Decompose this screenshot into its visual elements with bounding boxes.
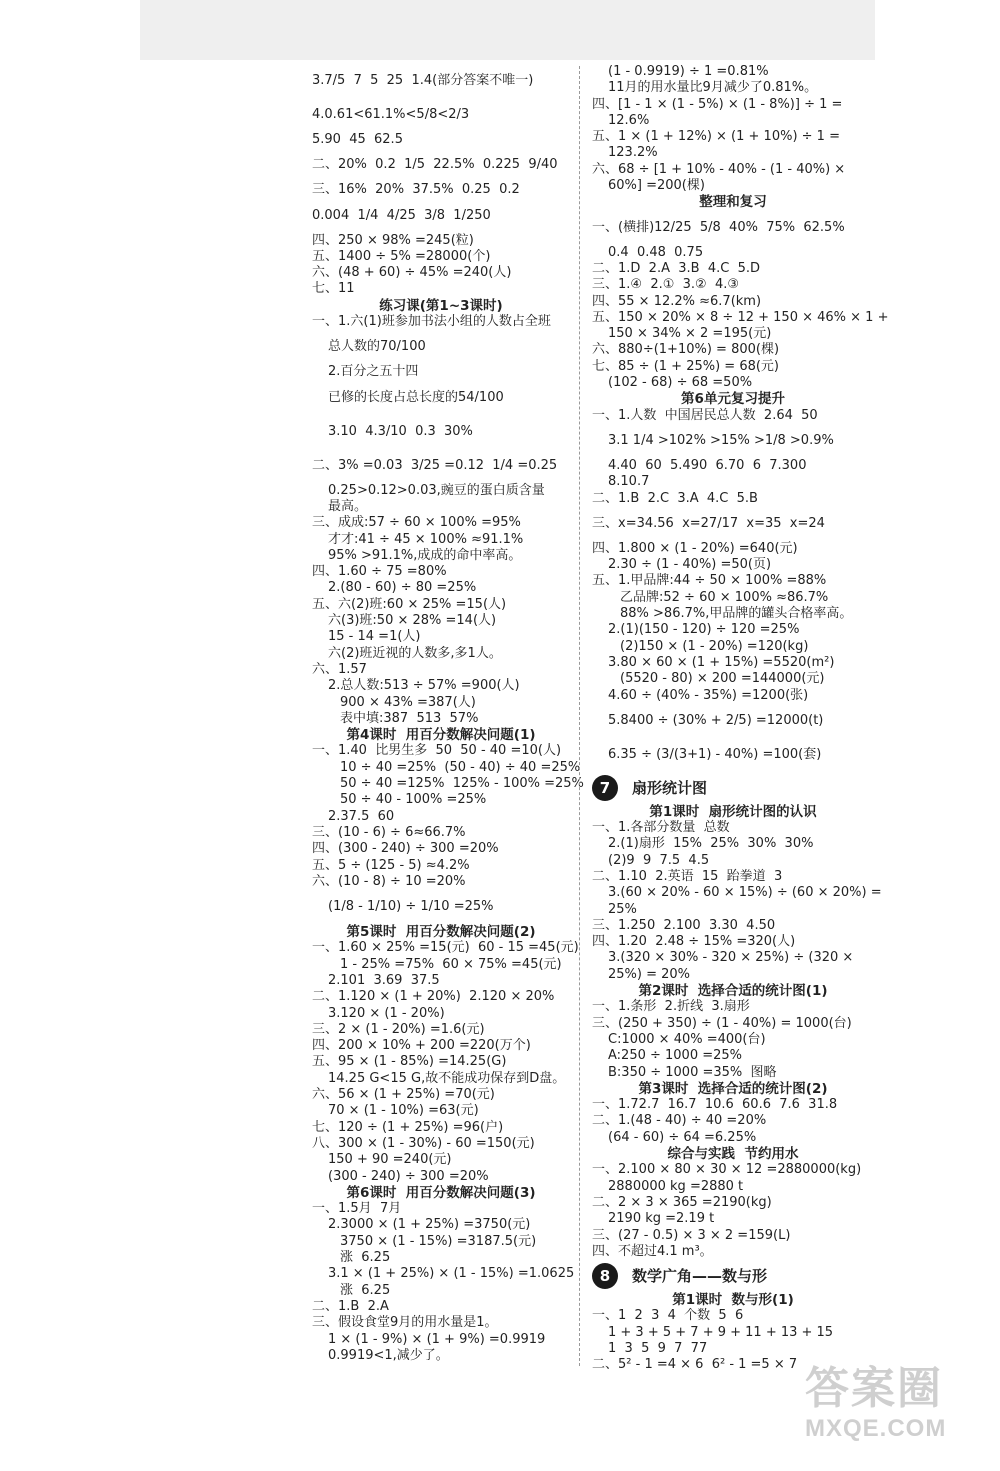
answer-line: 2.总人数:513 ÷ 57% =900(人) [328, 678, 520, 694]
unit-number-badge: 7 [592, 775, 618, 801]
answer-line: 2880000 kg =2880 t [608, 1178, 744, 1194]
answer-line: 900 × 43% =387(人) [340, 694, 476, 710]
answer-line: 3.7/5 7 5 25 1.4(部分答案不唯一) [312, 73, 534, 88]
answer-line: 三、假设食堂9月的用水量是1。 [312, 1315, 498, 1331]
answer-line: 总人数的70/100 [328, 339, 426, 355]
answer-line: 1 - 25% =75% 60 × 75% =45(元) [340, 956, 562, 972]
answer-line: (2)9 9 7.5 4.5 [608, 852, 710, 868]
answer-line: 25% [608, 901, 637, 917]
watermark-url: MXQE.COM [805, 1415, 947, 1442]
answer-line: 二、1.B 2.C 3.A 4.C 5.B [592, 490, 758, 506]
answer-line: 3.80 × 60 × (1 + 15%) =5520(m²) [608, 654, 835, 670]
answer-line: 12.6% [608, 112, 650, 128]
answer-line: 8.10.7 [608, 474, 650, 490]
answer-line: 涨 6.25 [340, 1282, 391, 1298]
unit-title: 数学广角——数与形 [632, 1266, 768, 1285]
answer-line: 10 ÷ 40 =25% (50 - 40) ÷ 40 =25% [340, 759, 581, 775]
answer-line: 二、5² - 1 =4 × 6 6² - 1 =5 × 7 [592, 1357, 798, 1373]
answer-line: 11月的用水量比9月减少了0.81%。 [608, 80, 818, 96]
section-heading: 第1课时 扇形统计图的认识 [649, 803, 817, 820]
answer-line: 3.1 × (1 + 25%) × (1 - 15%) =1.0625 [328, 1266, 575, 1282]
answer-line: 6.35 ÷ (3/(3+1) - 40%) =100(套) [608, 746, 822, 762]
answer-line: (300 - 240) ÷ 300 =20% [328, 1168, 489, 1184]
answer-line: 三、(10 - 6) ÷ 6≈66.7% [312, 824, 466, 840]
unit-title: 扇形统计图 [632, 778, 708, 797]
answer-line: 4.0.61<61.1%<5/8<2/3 [312, 107, 470, 122]
answer-line: 2.101 3.69 37.5 [328, 972, 440, 988]
section-heading: 整理和复习 [699, 194, 767, 211]
answer-line: 一、1.40 比男生多 50 50 - 40 =10(人) [312, 743, 562, 759]
watermark-logo-text: 答案圈 [805, 1363, 943, 1414]
answer-line: 四、1.60 ÷ 75 =80% [312, 564, 447, 580]
answer-line: 四、55 × 12.2% ≈6.7(km) [592, 293, 762, 309]
answer-line: 2190 kg =2.19 t [608, 1211, 715, 1227]
answer-line: 五、1.甲品牌:44 ÷ 50 × 100% =88% [592, 573, 827, 589]
answer-line: 0.25>0.12>0.03,豌豆的蛋白质含量 [328, 482, 545, 498]
answer-line: 2.3000 × (1 + 25%) =3750(元) [328, 1217, 531, 1233]
answer-line: 三、1.④ 2.① 3.② 4.③ [592, 277, 740, 293]
answer-line: 二、20% 0.2 1/5 22.5% 0.225 9/40 [312, 157, 558, 173]
answer-line: 二、3% =0.03 3/25 =0.12 1/4 =0.25 [312, 457, 558, 473]
answer-line: 60%] =200(棵) [608, 178, 705, 194]
answer-line: 二、1.B 2.A [312, 1298, 389, 1314]
answer-line: 五、1400 ÷ 5% =28000(个) [312, 248, 491, 264]
answer-line: 一、1.人数 中国居民总人数 2.64 50 [592, 407, 818, 423]
answer-line: 四、[1 - 1 × (1 - 5%) × (1 - 8%)] ÷ 1 = [592, 96, 843, 112]
answer-line: 二、1.(48 - 40) ÷ 40 =20% [592, 1113, 767, 1129]
answer-line: 五、六(2)班:60 × 25% =15(人) [312, 596, 507, 612]
answer-line: 50 ÷ 40 =125% 125% - 100% =25% [340, 776, 584, 792]
top-gray-band [140, 0, 875, 60]
answer-line: 七、85 ÷ (1 + 25%) = 68(元) [592, 358, 780, 374]
answer-line: 才才:41 ÷ 45 × 100% ≈91.1% [328, 531, 524, 547]
answer-line: 一、1.72.7 16.7 10.6 60.6 7.6 31.8 [592, 1097, 838, 1113]
answer-line: (102 - 68) ÷ 68 =50% [608, 375, 753, 391]
answer-line: 七、120 ÷ (1 + 25%) =96(户) [312, 1119, 504, 1135]
unit-header [592, 775, 874, 801]
answer-line: 四、不超过4.1 m³。 [592, 1243, 713, 1259]
answer-line: 六、(48 + 60) ÷ 45% =240(人) [312, 265, 512, 281]
answer-line: 95% >91.1%,成成的命中率高。 [328, 547, 522, 563]
answer-line: 一、2.100 × 80 × 30 × 12 =2880000(kg) [592, 1162, 862, 1178]
answer-line: 0.9919<1,减少了。 [328, 1347, 449, 1363]
answer-line: 3.120 × (1 - 20%) [328, 1005, 445, 1021]
answer-line: A:250 ÷ 1000 =25% [608, 1048, 743, 1064]
answer-line: 15 - 14 =1(人) [328, 629, 421, 645]
answer-line: 二、1.120 × (1 + 20%) 2.120 × 20% [312, 989, 555, 1005]
answer-line: 五、150 × 20% × 8 ÷ 12 + 150 × 46% × 1 + [592, 309, 889, 325]
answer-line: 三、(27 - 0.5) × 3 × 2 =159(L) [592, 1227, 791, 1243]
watermark [805, 1363, 990, 1463]
answer-column-left [312, 64, 584, 1364]
answer-line: 5.90 45 62.5 [312, 132, 403, 147]
answer-line: 四、(300 - 240) ÷ 300 =20% [312, 841, 499, 857]
answer-line: 最高。 [328, 498, 368, 514]
answer-line: 六、880÷(1+10%) = 800(棵) [592, 342, 780, 358]
answer-line: 四、1.800 × (1 - 20%) =640(元) [592, 540, 798, 556]
answer-line: 五、5 ÷ (125 - 5) ≈4.2% [312, 857, 470, 873]
answer-line: (5520 - 80) × 200 =144000(元) [620, 671, 825, 687]
section-heading: 第2课时 选择合适的统计图(1) [638, 983, 828, 1000]
answer-line: 表中填:387 513 57% [340, 710, 479, 726]
answer-line: 70 × (1 - 10%) =63(元) [328, 1103, 479, 1119]
answer-line: 二、1.10 2.英语 15 跆拳道 3 [592, 868, 783, 884]
answer-line: 0.004 1/4 4/25 3/8 1/250 [312, 207, 491, 223]
section-heading: 综合与实践 节约用水 [667, 1146, 799, 1163]
answer-line: 88% >86.7%,甲品牌的罐头合格率高。 [620, 606, 853, 622]
answer-line: 三、x=34.56 x=27/17 x=35 x=24 [592, 515, 825, 531]
answer-line: 六、(10 - 8) ÷ 10 =20% [312, 873, 466, 889]
unit-number-badge: 8 [592, 1263, 618, 1289]
answer-line: (64 - 60) ÷ 64 =6.25% [608, 1129, 757, 1145]
answer-line: 一、1.60 × 25% =15(元) 60 - 15 =45(元) [312, 940, 579, 956]
answer-line: 14.25 G<15 G,故不能成功保存到D盘。 [328, 1070, 566, 1086]
answer-line: 2.(80 - 60) ÷ 80 =25% [328, 580, 477, 596]
answer-line: 涨 6.25 [340, 1250, 391, 1266]
answer-line: 2.(1)(150 - 120) ÷ 120 =25% [608, 622, 800, 638]
answer-line: 3.(320 × 30% - 320 × 25%) ÷ (320 × [608, 950, 854, 966]
answer-line: 3.10 4.3/10 0.3 30% [328, 423, 473, 439]
section-heading: 第5课时 用百分数解决问题(2) [346, 924, 536, 941]
answer-line: 150 × 34% × 2 =195(元) [608, 326, 772, 342]
answer-line: 4.40 60 5.490 6.70 6 7.300 [608, 457, 807, 473]
answer-line: 一、1.六(1)班参加书法小组的人数占全班 [312, 314, 551, 330]
answer-line: 5.8400 ÷ (30% + 2/5) =12000(t) [608, 712, 824, 728]
answer-line: 2.(1)扇形 15% 25% 30% 30% [608, 836, 814, 852]
answer-line: 三、成成:57 ÷ 60 × 100% =95% [312, 515, 521, 531]
answer-line: 六(3)班:50 × 28% =14(人) [328, 613, 497, 629]
answer-line: 4.60 ÷ (40% - 35%) =1200(张) [608, 687, 809, 703]
answer-line: 三、16% 20% 37.5% 0.25 0.2 [312, 182, 520, 198]
answer-column-right [592, 64, 889, 1374]
answer-line: B:350 ÷ 1000 =35% 图略 [608, 1064, 777, 1080]
answer-line: C:1000 × 40% =400(台) [608, 1031, 766, 1047]
answer-line: 一、1.5月 7月 [312, 1201, 402, 1217]
answer-line: 25%) = 20% [608, 966, 691, 982]
answer-line: 六(2)班近视的人数多,多1人。 [328, 645, 502, 661]
answer-line: 已修的长度占总长度的54/100 [328, 389, 504, 405]
answer-line: 2.37.5 60 [328, 808, 395, 824]
answer-line: 一、(横排)12/25 5/8 40% 75% 62.5% [592, 219, 845, 235]
answer-line: 乙品牌:52 ÷ 60 × 100% ≈86.7% [620, 589, 829, 605]
column-divider [579, 66, 580, 1366]
answer-line: 150 + 90 =240(元) [328, 1152, 452, 1168]
section-heading: 练习课(第1~3课时) [379, 297, 503, 314]
answer-line: (2)150 × (1 - 20%) =120(kg) [620, 638, 809, 654]
answer-line: 3.(60 × 20% - 60 × 15%) ÷ (60 × 20%) = [608, 885, 882, 901]
answer-line: 1 + 3 + 5 + 7 + 9 + 11 + 13 + 15 [608, 1324, 834, 1340]
answer-line: 四、1.20 2.48 ÷ 15% =320(人) [592, 934, 796, 950]
answer-line: 3750 × (1 - 15%) =3187.5(元) [340, 1233, 537, 1249]
answer-line: 三、2 × (1 - 20%) =1.6(元) [312, 1021, 485, 1037]
answer-line: 2.30 ÷ (1 - 40%) =50(页) [608, 557, 772, 573]
answer-line: 三、(250 + 350) ÷ (1 - 40%) = 1000(台) [592, 1015, 852, 1031]
section-heading: 第1课时 数与形(1) [672, 1292, 794, 1309]
answer-line: 六、56 × (1 + 25%) =70(元) [312, 1087, 495, 1103]
answer-line: 四、250 × 98% =245(粒) [312, 232, 474, 248]
answer-line: 一、1.各部分数量 总数 [592, 820, 730, 836]
answer-line: 三、1.250 2.100 3.30 4.50 [592, 917, 776, 933]
answer-line: (1 - 0.9919) ÷ 1 =0.81% [608, 64, 769, 79]
answer-line: 1 × (1 - 9%) × (1 + 9%) =0.9919 [328, 1331, 546, 1347]
answer-line: 五、95 × (1 - 85%) =14.25(G) [312, 1054, 507, 1070]
answer-line: 2.百分之五十四 [328, 364, 419, 380]
section-heading: 第4课时 用百分数解决问题(1) [346, 727, 536, 744]
answer-line: 123.2% [608, 145, 658, 161]
answer-line: 二、1.D 2.A 3.B 4.C 5.D [592, 260, 760, 276]
section-heading: 第3课时 选择合适的统计图(2) [638, 1080, 828, 1097]
answer-line: 二、2 × 3 × 365 =2190(kg) [592, 1194, 772, 1210]
answer-line: 一、1.条形 2.折线 3.扇形 [592, 999, 750, 1015]
answer-line: 1 3 5 9 7 77 [608, 1341, 708, 1356]
answer-line: 八、300 × (1 - 30%) - 60 =150(元) [312, 1135, 535, 1151]
answer-line: 六、1.57 [312, 661, 367, 677]
answer-line: (1/8 - 1/10) ÷ 1/10 =25% [328, 899, 494, 915]
answer-line: 一、1 2 3 4 个数 5 6 [592, 1308, 744, 1324]
answer-line: 3.1 1/4 >102% >15% >1/8 >0.9% [608, 432, 834, 448]
section-heading: 第6单元复习提升 [681, 391, 785, 408]
answer-line: 50 ÷ 40 - 100% =25% [340, 792, 487, 808]
answer-line: 六、68 ÷ [1 + 10% - 40% - (1 - 40%) × [592, 161, 846, 177]
answer-line: 五、1 × (1 + 12%) × (1 + 10%) ÷ 1 = [592, 129, 840, 145]
unit-header [592, 1263, 874, 1289]
answer-line: 四、200 × 10% + 200 =220(万个) [312, 1038, 531, 1054]
answer-line: 七、11 [312, 281, 355, 297]
section-heading: 第6课时 用百分数解决问题(3) [346, 1184, 536, 1201]
answer-line: 0.4 0.48 0.75 [608, 244, 704, 260]
